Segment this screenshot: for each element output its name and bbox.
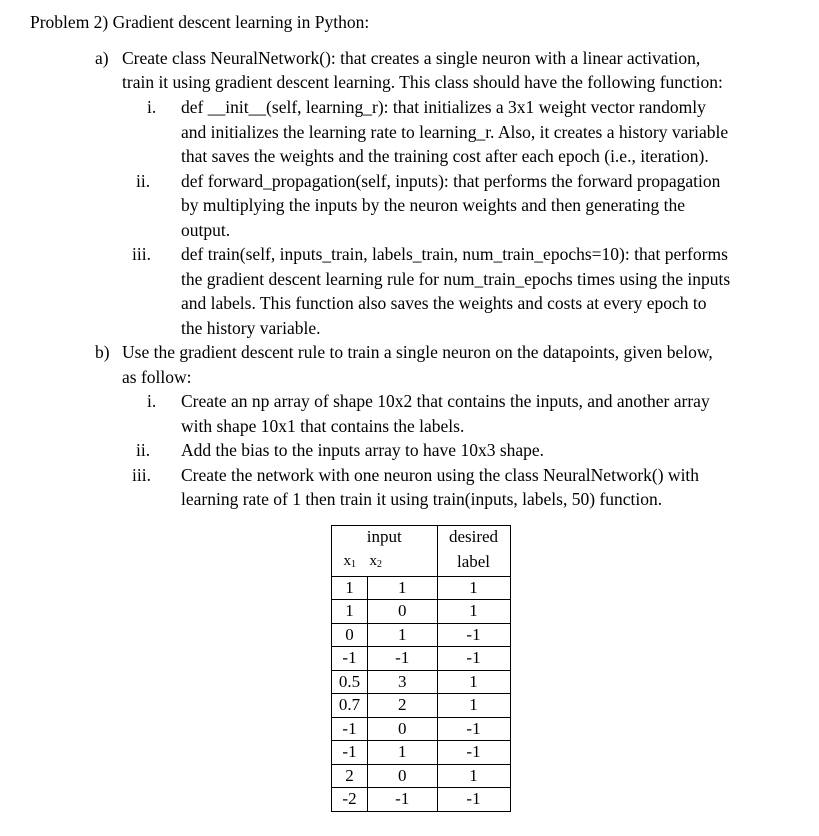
cell-x1: -1 <box>332 741 368 765</box>
header-input: input <box>366 527 402 547</box>
cell-label: 1 <box>437 764 510 788</box>
part-a-item-ii-num: ii. <box>136 171 151 191</box>
table-row <box>332 670 511 694</box>
part-b-item-i-line-1: Create an np array of shape 10x2 that contains the inputs, and another array <box>181 391 710 411</box>
cell-x2: -1 <box>368 788 438 812</box>
header-x2-sub: 2 <box>377 558 382 570</box>
part-a-item-iii-line-4: the history variable. <box>181 318 321 338</box>
header-x1-sub: 1 <box>351 558 356 570</box>
cell-label: -1 <box>437 741 510 765</box>
cell-x1: 1 <box>332 576 368 600</box>
part-b-item-i-line-2: with shape 10x1 that contains the labels. <box>181 416 465 436</box>
part-a-item-i-line-3: that saves the weights and the training cost after each epoch (i.e., iteration). <box>181 146 709 166</box>
part-a-item-iii-line-2: the gradient descent learning rule for num_train_epochs times using the inputs <box>181 269 731 289</box>
part-b-line-2: as follow: <box>122 367 192 387</box>
header-label-cell <box>437 549 510 577</box>
part-a-item-iii-line-1: def train(self, inputs_train, labels_train, num_train_epochs=10): that performs <box>181 244 728 264</box>
cell-label: 1 <box>437 576 510 600</box>
header-x2: x <box>369 552 377 569</box>
table-body <box>332 576 511 811</box>
part-a-item-ii-line-1: def forward_propagation(self, inputs): that performs the forward propagation <box>181 171 721 191</box>
cell-x2: 0 <box>368 600 438 624</box>
cell-x1: 1 <box>332 600 368 624</box>
part-b-item-iii-line-1: Create the network with one neuron using the class NeuralNetwork() with <box>181 465 700 485</box>
part-a-item-iii-num: iii. <box>132 244 151 264</box>
table-row <box>332 717 511 741</box>
header-desired-cell <box>437 526 510 549</box>
part-a-item-ii-line-3: output. <box>181 220 231 240</box>
header-label: label <box>456 552 491 571</box>
table-row <box>332 694 511 718</box>
part-b-item-iii-line-2: learning rate of 1 then train it using train(inputs, labels, 50) function. <box>181 489 663 509</box>
cell-label: -1 <box>437 623 510 647</box>
cell-label: -1 <box>437 788 510 812</box>
datapoints-table <box>331 525 511 812</box>
part-a-label: a) <box>95 48 109 68</box>
cell-x2: 3 <box>368 670 438 694</box>
cell-x2: 1 <box>368 741 438 765</box>
part-a-line-1: Create class NeuralNetwork(): that creates a single neuron with a linear activation, <box>122 48 701 68</box>
table-row <box>332 623 511 647</box>
part-b-item-iii-num: iii. <box>132 465 151 485</box>
cell-x1: -1 <box>332 647 368 671</box>
cell-label: 1 <box>437 694 510 718</box>
table-row <box>332 764 511 788</box>
table-row <box>332 576 511 600</box>
part-b-line-1: Use the gradient descent rule to train a single neuron on the datapoints, given below, <box>122 342 713 362</box>
cell-x2: 1 <box>368 623 438 647</box>
part-a-item-i-num: i. <box>147 97 157 117</box>
part-a-item-iii-line-3: and labels. This function also saves the weights and costs at every epoch to <box>181 293 707 313</box>
part-b-item-ii-line-1: Add the bias to the inputs array to have 10x3 shape. <box>181 440 545 460</box>
cell-x2: 1 <box>368 576 438 600</box>
cell-label: 1 <box>437 600 510 624</box>
table-row <box>332 788 511 812</box>
cell-label: -1 <box>437 647 510 671</box>
header-input-cell <box>332 526 438 549</box>
header-desired: desired <box>448 527 499 547</box>
table-header-row <box>332 526 511 549</box>
part-a-item-i-line-2: and initializes the learning rate to learning_r. Also, it creates a history variable <box>181 122 729 142</box>
header-x1: x <box>343 552 351 569</box>
part-b-item-i-num: i. <box>147 391 157 411</box>
part-a-item-i-line-1: def __init__(self, learning_r): that initializes a 3x1 weight vector randomly <box>181 97 706 117</box>
cell-label: 1 <box>437 670 510 694</box>
table-row <box>332 741 511 765</box>
cell-x2: -1 <box>368 647 438 671</box>
cell-x1: -2 <box>332 788 368 812</box>
cell-x2: 0 <box>368 717 438 741</box>
part-a-item-ii-line-2: by multiplying the inputs by the neuron weights and then generating the <box>181 195 686 215</box>
part-b-label: b) <box>95 342 110 362</box>
cell-x1: -1 <box>332 717 368 741</box>
cell-x1: 0.5 <box>332 670 368 694</box>
header-x1-cell <box>332 549 368 577</box>
cell-x1: 0 <box>332 623 368 647</box>
cell-x1: 2 <box>332 764 368 788</box>
part-a-line-2: train it using gradient descent learning. This class should have the following function: <box>122 72 723 92</box>
table-subheader-row <box>332 549 511 577</box>
cell-x1: 0.7 <box>332 694 368 718</box>
cell-x2: 2 <box>368 694 438 718</box>
problem-title: Problem 2) Gradient descent learning in Python: <box>30 12 370 32</box>
cell-x2: 0 <box>368 764 438 788</box>
header-x2-cell <box>368 549 438 577</box>
part-b-item-ii-num: ii. <box>136 440 151 460</box>
table-row <box>332 600 511 624</box>
cell-label: -1 <box>437 717 510 741</box>
table-row <box>332 647 511 671</box>
